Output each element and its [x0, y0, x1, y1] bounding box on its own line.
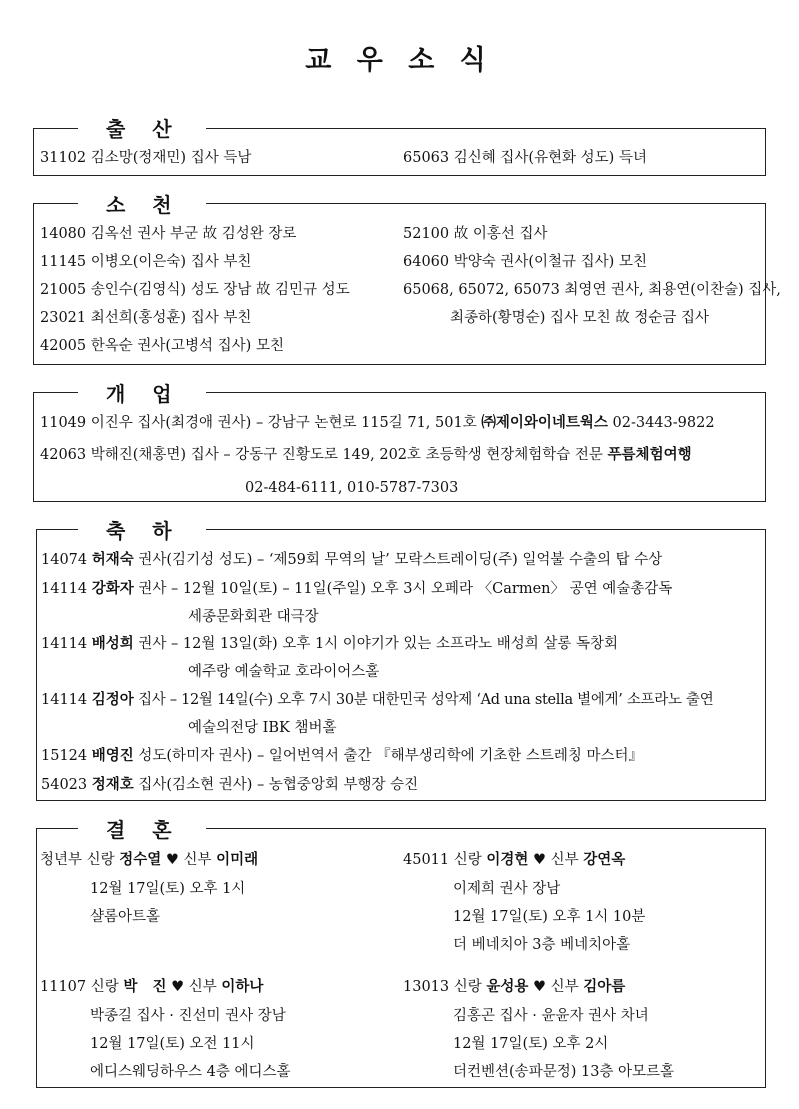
- member-name: 배성희: [91, 635, 134, 652]
- birth-item: 65063 김신혜 집사(유현화 성도) 득녀: [403, 150, 647, 166]
- death-item: 11145 이병오(이은숙) 집사 부친: [40, 254, 252, 270]
- bride-label: 신부: [184, 979, 222, 995]
- wedding-detail: 12월 17일(토) 오후 1시 10분: [453, 909, 646, 925]
- member-name: 허재숙: [91, 551, 134, 568]
- business-text: 11049 이진우 집사(최경애 권사) – 강남구 논현로 115길 71, 501호: [40, 415, 482, 431]
- death-item: 52100 故 이홍선 집사: [403, 226, 548, 242]
- member-name: 김정아: [91, 691, 134, 708]
- bride-label: 신부: [178, 852, 217, 868]
- wedding-detail: 김홍곤 집사 · 윤윤자 권사 차녀: [453, 1008, 649, 1024]
- page-title: 교 우 소 식: [305, 45, 494, 76]
- congrats-text: 권사 – 12월 10일(토) – 11일(주일) 오후 3시 오페라 〈Carmen〉 공연 예술총감독: [133, 581, 673, 597]
- business-phone: 02-3443-9822: [607, 415, 715, 431]
- wedding-couple: [40, 977, 263, 997]
- congrats-text: 집사 – 12월 14일(수) 오후 7시 30분 대한민국 성악제 ‘Ad una stella 별에게’ 소프라노 출연: [133, 692, 714, 708]
- heart-icon: ♥: [171, 978, 185, 995]
- bride-name: 이미래: [216, 851, 259, 868]
- business-item: [40, 413, 715, 433]
- wedding-couple: [403, 850, 625, 870]
- heart-icon: ♥: [533, 978, 546, 995]
- birth-item: 31102 김소망(정재민) 집사 득남: [40, 150, 252, 166]
- business-heading: 개 업: [78, 381, 206, 407]
- wedding-detail: 더 베네치아 3층 베네치아홀: [453, 937, 631, 953]
- member-name: 정재호: [91, 776, 134, 793]
- death-item: 23021 최선희(홍성훈) 집사 부친: [40, 310, 252, 326]
- member-id: 54023: [41, 777, 92, 793]
- business-item: [40, 445, 692, 465]
- wedding-detail: 샬롬아트홀: [90, 909, 161, 925]
- birth-heading: 출 산: [78, 116, 206, 142]
- business-name: 푸름체험여행: [607, 446, 692, 463]
- death-item: 최종하(황명순) 집사 모친 故 정순금 집사: [450, 310, 709, 326]
- death-item: 42005 한옥순 권사(고병석 집사) 모친: [40, 338, 284, 354]
- congrats-heading: 축 하: [78, 518, 206, 544]
- death-heading: 소 천: [78, 192, 206, 218]
- member-id: 14114: [41, 692, 92, 708]
- death-item: 64060 박양숙 권사(이철규 집사) 모친: [403, 254, 647, 270]
- wedding-detail: 12월 17일(토) 오전 11시: [90, 1036, 255, 1052]
- member-id: 15124: [41, 748, 92, 764]
- heart-icon: ♥: [533, 851, 546, 868]
- congrats-text: 권사 – 12월 13일(화) 오후 1시 이야기가 있는 소프라노 배성희 살롱 독창회: [133, 636, 618, 652]
- wedding-detail: 박종길 집사 · 진선미 권사 장남: [90, 1008, 286, 1024]
- congrats-item: [41, 775, 418, 795]
- wedding-prefix: 11107 신랑: [40, 979, 124, 995]
- congrats-item: [41, 746, 643, 766]
- congrats-item: [41, 634, 618, 654]
- wedding-couple: [40, 850, 258, 870]
- wedding-detail: 에디스웨딩하우스 4층 에디스홀: [90, 1064, 291, 1080]
- congrats-item: [41, 579, 672, 599]
- business-phone: 02-484-6111, 010-5787-7303: [245, 480, 459, 496]
- groom-name: 정수열: [119, 851, 162, 868]
- wedding-prefix: 13013 신랑: [403, 979, 487, 995]
- bride-name: 강연옥: [583, 851, 626, 868]
- heart-icon: ♥: [165, 851, 179, 868]
- congrats-venue: 예주랑 예술학교 호라이어스홀: [188, 664, 380, 680]
- wedding-couple: [403, 977, 625, 997]
- wedding-detail: 이제희 권사 장남: [453, 881, 561, 897]
- member-id: 14074: [41, 552, 92, 568]
- bride-label: 신부: [546, 979, 584, 995]
- congrats-item: [41, 690, 713, 710]
- congrats-text: 성도(하미자 권사) – 일어번역서 출간 『해부생리학에 기초한 스트레칭 마스터』: [133, 748, 644, 764]
- business-text: 42063 박해진(채홍면) 집사 – 강동구 진황도로 149, 202호 초등학생 현장체험학습 전문: [40, 447, 608, 463]
- congrats-text: 권사(김기성 성도) – ‘제59회 무역의 날’ 모락스트레이딩(주) 일억불 수출의 탑 수상: [133, 552, 663, 568]
- member-id: 14114: [41, 636, 92, 652]
- member-id: 14114: [41, 581, 92, 597]
- wedding-heading: 결 혼: [78, 817, 206, 843]
- congrats-venue: 세종문화회관 대극장: [188, 609, 319, 625]
- wedding-detail: 더컨벤션(송파문정) 13층 아모르홀: [453, 1064, 675, 1080]
- bride-label: 신부: [546, 852, 584, 868]
- congrats-item: [41, 550, 662, 570]
- death-item: 65068, 65072, 65073 최영연 권사, 최용연(이찬술) 집사,: [403, 282, 781, 298]
- member-name: 강화자: [91, 580, 134, 597]
- member-name: 배영진: [91, 747, 134, 764]
- congrats-venue: 예술의전당 IBK 챔버홀: [188, 720, 337, 736]
- death-item: 14080 김옥선 권사 부군 故 김성완 장로: [40, 226, 297, 242]
- death-item: 21005 송인수(김영식) 성도 장남 故 김민규 성도: [40, 282, 350, 298]
- groom-name: 박 진: [123, 978, 167, 995]
- wedding-detail: 12월 17일(토) 오후 2시: [453, 1036, 609, 1052]
- groom-name: 이경현: [486, 851, 529, 868]
- congrats-text: 집사(김소현 권사) – 농협중앙회 부행장 승진: [133, 777, 419, 793]
- wedding-prefix: 청년부 신랑: [40, 852, 120, 868]
- wedding-detail: 12월 17일(토) 오후 1시: [90, 881, 246, 897]
- bride-name: 이하나: [221, 978, 264, 995]
- wedding-prefix: 45011 신랑: [403, 852, 487, 868]
- groom-name: 윤성용: [486, 978, 529, 995]
- business-name: ㈜제이와이네트웍스: [481, 414, 608, 431]
- bride-name: 김아름: [583, 978, 626, 995]
